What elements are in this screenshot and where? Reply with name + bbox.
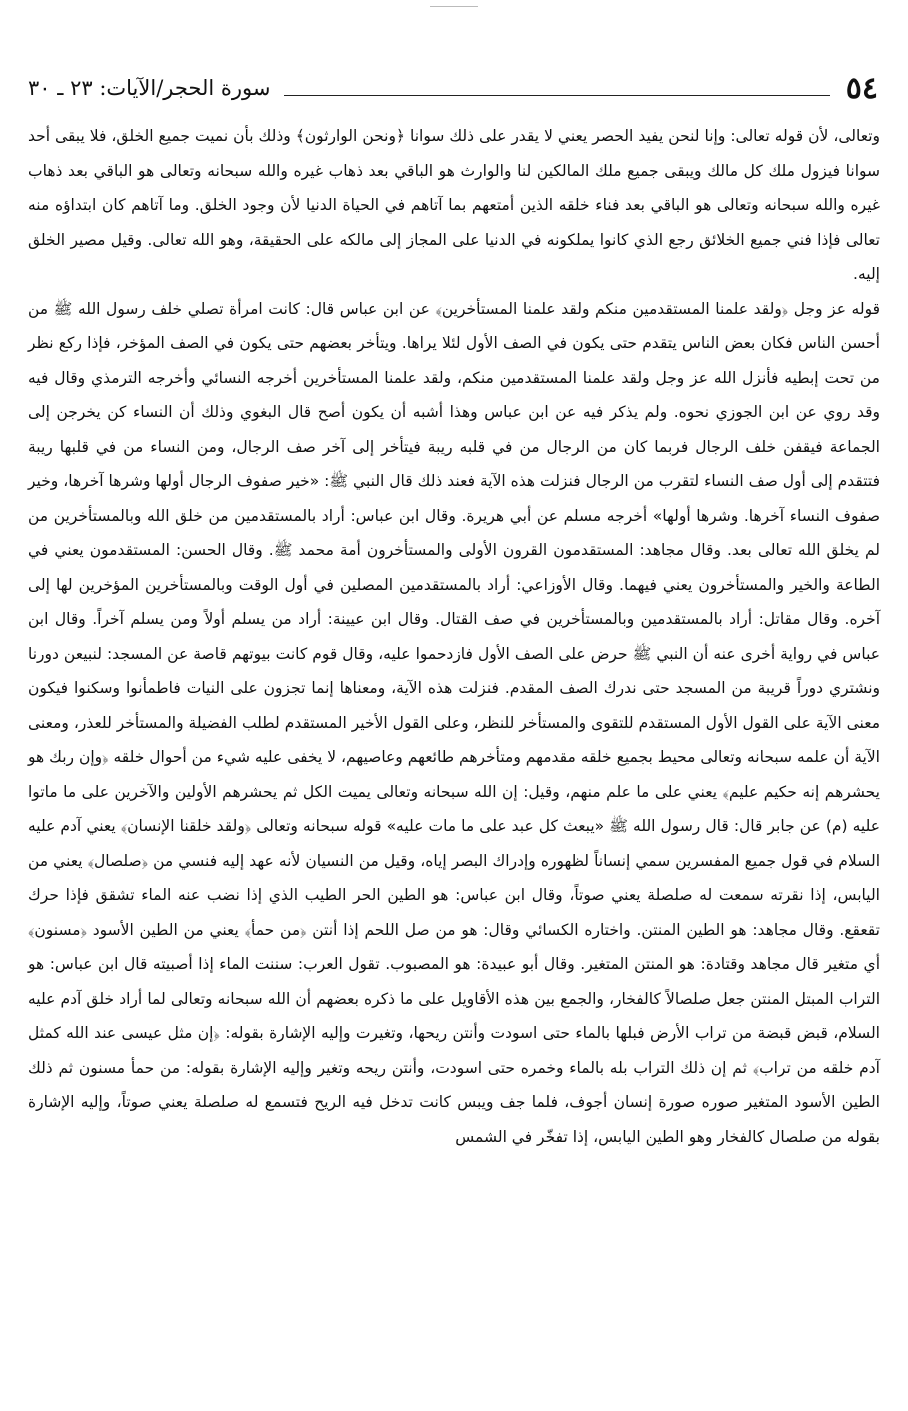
body-text bbox=[28, 119, 880, 1331]
top-mark bbox=[430, 0, 478, 7]
paragraph: وتعالى، لأن قوله تعالى: وإنا لنحن يفيد الحصر يعني لا يقدر على ذلك سوانا ﴿ونحن الوارثون﴾ وذلك بأن نميت جميع الخلق، فلا يبقى أحد سوانا فيزول ملك كل مالك ويبقى جميع ملك المالكين لنا والوارث هو الباقي بعد ذهاب غيره والله سبحانه وتعالى هو الباقي بعد ذهاب غيره والله سبحانه وتعالى هو الباقي بعد فناء خلقه الذين أمتعهم بما آتاهم في الحياة الدنيا لأن وجود الخلق. وما آتاهم كان ابتداؤه منه تعالى فإذا فني جميع الخلائق رجع الذي كانوا يملكونه في الدنيا على المجاز إلى مالكه على الحقيقة، وهو الله تعالى. وقيل مصير الخلق إليه. bbox=[28, 127, 880, 283]
running-title: سورة الحجر/الآيات: ٢٣ ـ ٣٠ bbox=[28, 76, 271, 100]
page-number: ٥٤ bbox=[845, 70, 878, 106]
page-header bbox=[28, 68, 878, 108]
header-rule bbox=[284, 95, 829, 96]
paragraph: قوله عز وجل ﴿ولقد علمنا المستقدمين منكم ولقد علمنا المستأخرين﴾ عن ابن عباس قال: كانت امرأة تصلي خلف رسول الله ﷺ من أحسن الناس فكان بعض الناس يتقدم حتى يكون في الصف الأول لئلا يراها. ويتأخر بعضهم حتى يكون في الصف المؤخر، فإذا ركع نظر من تحت إبطيه فأنزل الله عز وجل ولقد علمنا المستقدمين منكم، ولقد علمنا المستأخرين أخرجه النسائي وأخرجه الترمذي وقال فيه وقد روي عن ابن الجوزي نحوه. ولم يذكر فيه عن ابن عباس وهذا أشبه أن يكون أصح قال البغوي وذلك أن النساء كن يخرجن إلى الجماعة فيقفن خلف الرجال فربما كان من الرجال من في قلبه ريبة فيتأخر إلى آخر صف الرجال، ومن النساء من في قلبها ريبة فتتقدم إلى أول صف النساء لتقرب من الرجال فنزلت هذه الآية فعند ذلك قال النبي ﷺ: «خير صفوف الرجال أولها وشرها آخرها، وخير صفوف النساء آخرها. وشرها أولها» أخرجه مسلم عن أبي هريرة. وقال ابن عباس: أراد بالمستقدمين من خلق الله وبالمستأخرين من لم يخلق الله تعالى بعد. وقال مجاهد: المستقدمون القرون الأولى والمستأخرون أمة محمد ﷺ. وقال الحسن: المستقدمون يعني في الطاعة والخير والمستأخرون يعني فيهما. وقال الأوزاعي: أراد بالمستقدمين المصلين في أول الوقت وبالمستأخرين المؤخرين لها إلى آخره. وقال مقاتل: أراد بالمستقدمين وبالمستأخرين في صف القتال. وقال ابن عيينة: أراد من يسلم أولاً ومن يسلم آخراً. وقال ابن عباس في رواية أخرى عنه أن النبي ﷺ حرض على الصف الأول فازدحموا عليه، وقال قوم كانت بيوتهم قاصة عن المسجد: لنبيعن دورنا ونشتري دوراً قريبة من المسجد حتى ندرك الصف المقدم. فنزلت هذه الآية، ومعناها إنما تجزون على النيات فاطمأنوا وسكنوا فيكون معنى الآية على القول الأول المستقدم للتقوى والمستأخر للنظر، وعلى القول الأخير المستقدم لطلب الفضيلة والمستأخر للعذر، ومعنى الآية أن علمه سبحانه وتعالى محيط بجميع خلقه مقدمهم ومتأخرهم طائعهم وعاصيهم، لا يخفى عليه شيء من أحوال خلقه ﴿وإن ربك هو يحشرهم إنه حكيم عليم﴾ يعني على ما علم منهم، وقيل: إن الله سبحانه وتعالى يميت الكل ثم يحشرهم الأولين والآخرين على ما ماتوا عليه (م) عن جابر قال: قال رسول الله ﷺ «يبعث كل عبد على ما مات عليه» قوله سبحانه وتعالى ﴿ولقد خلقنا الإنسان﴾ يعني آدم عليه السلام في قول جميع المفسرين سمي إنساناً لظهوره وإدراك البصر إياه، وقيل من النسيان لأنه عهد إليه فنسي من ﴿صلصال﴾ يعني من اليابس، إذا نقرته سمعت له صلصلة يعني صوتاً، وقال ابن عباس: هو الطين الحر الطيب الذي إذا نضب عنه الماء تشقق فإذا حرك تقعقع. وقال مجاهد: هو الطين المنتن. واختاره الكسائي وقال: هو من صل اللحم إذا أنتن ﴿من حمأ﴾ يعني من الطين الأسود ﴿مسنون﴾ أي متغير قال مجاهد وقتادة: هو المنتن المتغير. وقال أبو عبيدة: هو المصبوب. تقول العرب: سننت الماء إذا أصبيته قال ابن عباس: هو التراب المبتل المنتن جعل صلصالاً كالفخار، والجمع بين هذه الأقاويل على ما ذكره بعضهم أن الله سبحانه وتعالى لما أراد خلق آدم عليه السلام، قبض قبضة من تراب الأرض فبلها بالماء حتى اسودت وأنتن ريحها، وتغيرت وإليه الإشارة بقوله: ﴿إن مثل عيسى عند الله كمثل آدم خلقه من تراب﴾ ثم إن ذلك التراب بله بالماء وخمره حتى اسودت، وأنتن ريحه وتغير وإليه الإشارة بقوله: من حمأ مسنون ثم ذلك الطين الأسود المتغير صوره صورة إنسان أجوف، فلما جف ويبس كانت تدخل فيه الريح فتسمع له صلصلة يعني صوتاً، وإليه الإشارة بقوله من صلصال كالفخار وهو الطين اليابس، إذا تفخّر في الشمس bbox=[28, 299, 880, 1146]
